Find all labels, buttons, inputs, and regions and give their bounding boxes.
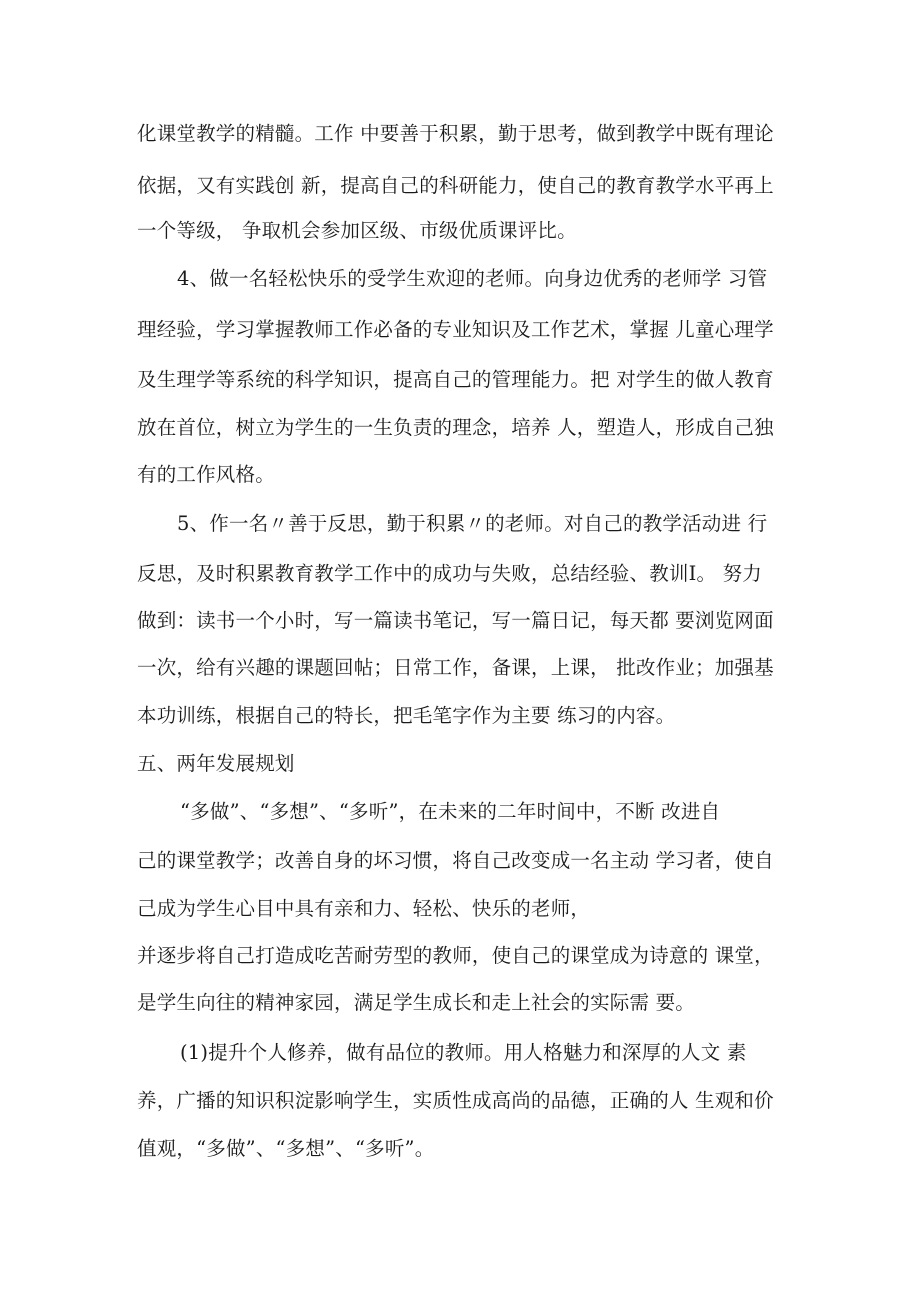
text-line: 5、作一名〃善于反思，勤于积累〃的老师。对自己的教学活动进 行 [177,512,768,535]
text-line: 有的工作风格。 [137,463,275,486]
section-heading: 五、两年发展规划 [137,752,295,775]
text-line: 4、做一名轻松快乐的受学生欢迎的老师。向身边优秀的老师学 习管 [177,267,768,290]
text-line: 己的课堂教学；改善自身的坏习惯，将自己改变成一名主动 学习者，使自 [137,849,774,872]
text-line: 并逐步将自己打造成吃苦耐劳型的教师，使自己的课堂成为诗意的 课堂， [137,944,774,967]
text-line: 是学生向往的精神家园，满足学生成长和走上社会的实际需 要。 [137,991,695,1014]
text-line: 依据，又有实践创 新，提高自己的科研能力，使自己的教育教学水平再上 [137,174,774,197]
text-line: 己成为学生心目中具有亲和力、轻松、快乐的老师， [137,897,591,920]
text-line: 一次，给有兴趣的课题回帖；日常工作，备课，上课， 批改作业；加强基 [137,656,774,679]
text-line: 化课堂教学的精髓。工作 中要善于积累，勤于思考，做到教学中既有理论 [137,122,774,145]
text-line: 一个等级， 争取机会参加区级、市级优质课评比。 [137,219,577,242]
text-line: (1)提升个人修养，做有品位的教师。用人格魅力和深厚的人文 素 [180,1041,747,1064]
text-line: 理经验，学习掌握教师工作必备的专业知识及工作艺术，掌握 儿童心理学 [137,318,774,341]
text-line: 做到：读书一个小时，写一篇读书笔记，写一篇日记，每天都 要浏览网面 [137,609,774,632]
text-line: 值观，“多做”、“多想”、“多听”。 [137,1137,435,1160]
text-line: 放在首位，树立为学生的一生负责的理念，培养 人，塑造人，形成自己独 [137,416,774,439]
text-line: 养，广播的知识积淀影响学生，实质性成高尚的品德，正确的人 生观和价 [137,1089,774,1112]
text-line: “多做”、“多想”、“多听”，在未来的二年时间中，不断 改进自 [180,800,721,823]
text-line: 本功训练，根据自己的特长，把毛笔字作为主要 练习的内容。 [137,704,676,727]
text-line: 反思，及时积累教育教学工作中的成功与失败，总结经验、教训I。 努力 [137,562,763,585]
text-line: 及生理学等系统的科学知识，提高自己的管理能力。把 对学生的做人教育 [137,368,774,391]
